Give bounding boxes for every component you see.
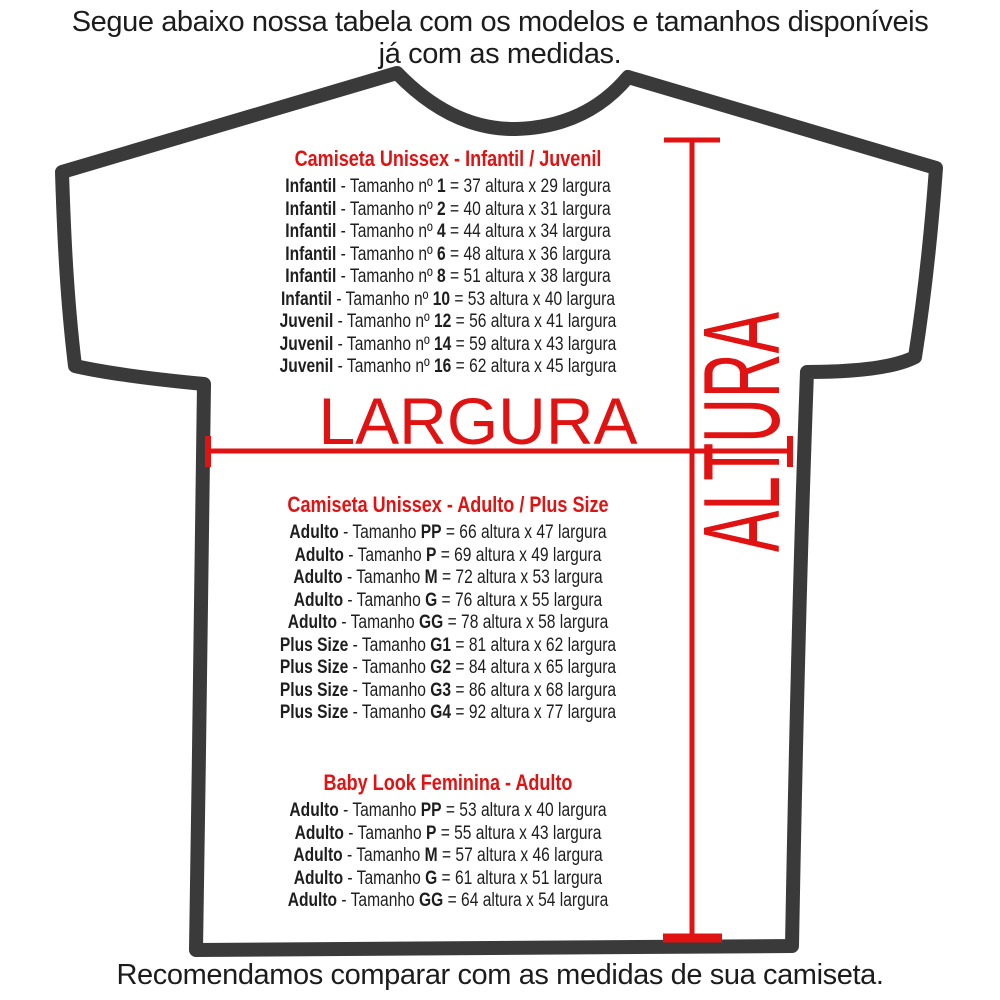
largura-label: LARGURA	[318, 384, 638, 458]
row-category: Adulto	[293, 845, 343, 866]
row-size: G3	[430, 679, 452, 701]
row-size: P	[425, 544, 437, 566]
row-separator: -	[336, 221, 350, 242]
row-separator: -	[342, 567, 357, 588]
row-measures: = 76 altura x 55 largura	[437, 589, 603, 611]
row-measures: = 59 altura x 43 largura	[451, 333, 617, 355]
row-label: Tamanho	[352, 800, 421, 821]
row-category: Adulto	[294, 544, 344, 566]
row-separator: -	[348, 657, 362, 678]
row-separator: -	[342, 845, 357, 866]
row-category: Plus Size	[279, 634, 349, 656]
row-separator: -	[333, 356, 347, 377]
row-measures: = 44 altura x 34 largura	[445, 221, 611, 242]
row-size: P	[425, 822, 437, 844]
size-row	[152, 176, 744, 199]
row-separator: -	[337, 890, 351, 911]
row-label: Tamanho	[361, 657, 431, 678]
row-label: Tamanho	[357, 822, 426, 844]
row-size: 12	[434, 311, 452, 332]
row-measures: = 81 altura x 62 largura	[451, 634, 617, 656]
row-label: Tamanho	[350, 890, 420, 911]
row-size: PP	[420, 522, 442, 543]
size-row	[152, 244, 744, 267]
row-label: Tamanho	[357, 544, 426, 566]
size-row	[152, 289, 744, 312]
row-separator: -	[336, 243, 350, 265]
row-label: Tamanho nº	[349, 221, 438, 242]
row-separator: -	[338, 800, 353, 821]
row-measures: = 84 altura x 65 largura	[451, 657, 617, 678]
row-measures: = 64 altura x 54 largura	[443, 890, 609, 911]
size-table-title: Baby Look Feminina - Adulto	[323, 770, 573, 795]
row-measures: = 78 altura x 58 largura	[443, 612, 609, 633]
size-row	[152, 221, 744, 244]
row-category: Infantil	[285, 198, 337, 220]
size-table-0	[152, 146, 744, 379]
size-row	[152, 522, 744, 545]
row-label: Tamanho nº	[349, 266, 438, 287]
size-table-2	[152, 770, 744, 913]
row-size: M	[424, 845, 438, 866]
row-size: G	[425, 589, 438, 611]
row-category: Adulto	[289, 522, 339, 543]
row-size: 8	[437, 266, 446, 287]
row-measures: = 57 altura x 46 largura	[437, 845, 603, 866]
row-category: Adulto	[293, 589, 344, 611]
row-category: Plus Size	[279, 679, 349, 701]
row-category: Infantil	[285, 221, 337, 242]
row-size: 1	[437, 176, 446, 197]
row-size: G4	[430, 702, 452, 723]
size-table-1	[152, 492, 744, 725]
size-row	[152, 567, 744, 590]
row-size: 6	[437, 243, 446, 265]
row-separator: -	[348, 702, 362, 723]
row-separator: -	[333, 311, 347, 332]
row-size: G	[425, 867, 438, 889]
row-measures: = 55 altura x 43 largura	[436, 822, 602, 844]
size-row	[152, 635, 744, 658]
size-row	[152, 356, 744, 379]
size-row	[152, 590, 744, 613]
row-category: Adulto	[293, 567, 343, 588]
row-size: GG	[419, 612, 444, 633]
row-category: Plus Size	[279, 702, 349, 723]
row-category: Adulto	[287, 890, 338, 911]
row-size: 2	[437, 198, 446, 220]
row-category: Adulto	[294, 822, 344, 844]
row-separator: -	[343, 589, 357, 611]
row-label: Tamanho nº	[345, 288, 433, 310]
row-category: Adulto	[293, 867, 344, 889]
row-category: Infantil	[285, 243, 337, 265]
row-measures: = 40 altura x 31 largura	[445, 198, 611, 220]
size-row	[152, 334, 744, 357]
row-label: Tamanho nº	[346, 356, 435, 377]
row-category: Juvenil	[279, 333, 334, 355]
intro-line-1: Segue abaixo nossa tabela com os modelos e tamanhos disponíveis	[71, 6, 929, 38]
altura-label: ALTURA	[680, 311, 803, 553]
row-label: Tamanho nº	[346, 333, 435, 355]
row-separator: -	[333, 333, 347, 355]
row-category: Adulto	[289, 800, 339, 821]
row-separator: -	[343, 867, 357, 889]
row-size: GG	[419, 890, 444, 911]
size-row	[152, 545, 744, 568]
size-row	[152, 845, 744, 868]
row-category: Juvenil	[279, 356, 334, 377]
row-size: G1	[430, 634, 452, 656]
size-table-title: Camiseta Unissex - Infantil / Juvenil	[294, 146, 602, 171]
row-separator: -	[338, 522, 353, 543]
row-measures: = 53 altura x 40 largura	[450, 288, 616, 310]
size-table-title: Camiseta Unissex - Adulto / Plus Size	[287, 492, 609, 517]
row-label: Tamanho nº	[349, 176, 438, 197]
row-category: Infantil	[285, 176, 337, 197]
row-measures: = 66 altura x 47 largura	[441, 522, 607, 543]
size-row	[152, 800, 744, 823]
row-separator: -	[336, 176, 350, 197]
row-category: Infantil	[280, 288, 333, 310]
row-label: Tamanho	[361, 702, 431, 723]
size-row	[152, 680, 744, 703]
row-measures: = 51 altura x 38 largura	[445, 266, 611, 287]
row-label: Tamanho	[361, 679, 431, 701]
size-row	[152, 868, 744, 891]
row-separator: -	[343, 822, 358, 844]
row-label: Tamanho nº	[346, 311, 435, 332]
footer-text: Recomendamos comparar com as medidas de sua camiseta.	[116, 959, 884, 991]
row-measures: = 62 altura x 45 largura	[451, 356, 617, 377]
row-size: G2	[430, 657, 452, 678]
row-label: Tamanho	[356, 845, 425, 866]
row-label: Tamanho	[350, 612, 420, 633]
size-row	[152, 612, 744, 635]
row-measures: = 48 altura x 36 largura	[445, 243, 611, 265]
row-separator: -	[337, 612, 351, 633]
size-row	[152, 199, 744, 222]
row-size: 10	[432, 288, 451, 310]
row-label: Tamanho	[352, 522, 421, 543]
row-separator: -	[336, 198, 350, 220]
row-size: 4	[437, 221, 446, 242]
row-size: 14	[434, 333, 452, 355]
row-label: Tamanho nº	[349, 198, 438, 220]
row-category: Adulto	[287, 612, 338, 633]
row-label: Tamanho nº	[349, 243, 438, 265]
row-measures: = 56 altura x 41 largura	[451, 311, 617, 332]
row-label: Tamanho	[356, 589, 426, 611]
row-measures: = 92 altura x 77 largura	[451, 702, 617, 723]
row-measures: = 69 altura x 49 largura	[436, 544, 602, 566]
row-separator: -	[348, 679, 362, 701]
row-size: 16	[434, 356, 452, 377]
size-row	[152, 657, 744, 680]
row-measures: = 86 altura x 68 largura	[451, 679, 617, 701]
row-separator: -	[336, 266, 350, 287]
intro-line-2: já com as medidas.	[378, 38, 622, 70]
row-category: Juvenil	[279, 311, 334, 332]
row-separator: -	[343, 544, 358, 566]
size-row	[152, 823, 744, 846]
row-measures: = 72 altura x 53 largura	[437, 567, 603, 588]
row-category: Infantil	[285, 266, 337, 287]
size-row	[152, 890, 744, 913]
row-category: Plus Size	[279, 657, 349, 678]
row-measures: = 53 altura x 40 largura	[441, 800, 607, 821]
size-row	[152, 702, 744, 725]
row-label: Tamanho	[356, 867, 426, 889]
row-measures: = 37 altura x 29 largura	[445, 176, 611, 197]
row-measures: = 61 altura x 51 largura	[437, 867, 603, 889]
size-row	[152, 266, 744, 289]
row-label: Tamanho	[361, 634, 431, 656]
row-label: Tamanho	[356, 567, 425, 588]
size-row	[152, 311, 744, 334]
row-size: M	[424, 567, 438, 588]
row-separator: -	[348, 634, 362, 656]
row-size: PP	[420, 800, 442, 821]
row-separator: -	[332, 288, 346, 310]
